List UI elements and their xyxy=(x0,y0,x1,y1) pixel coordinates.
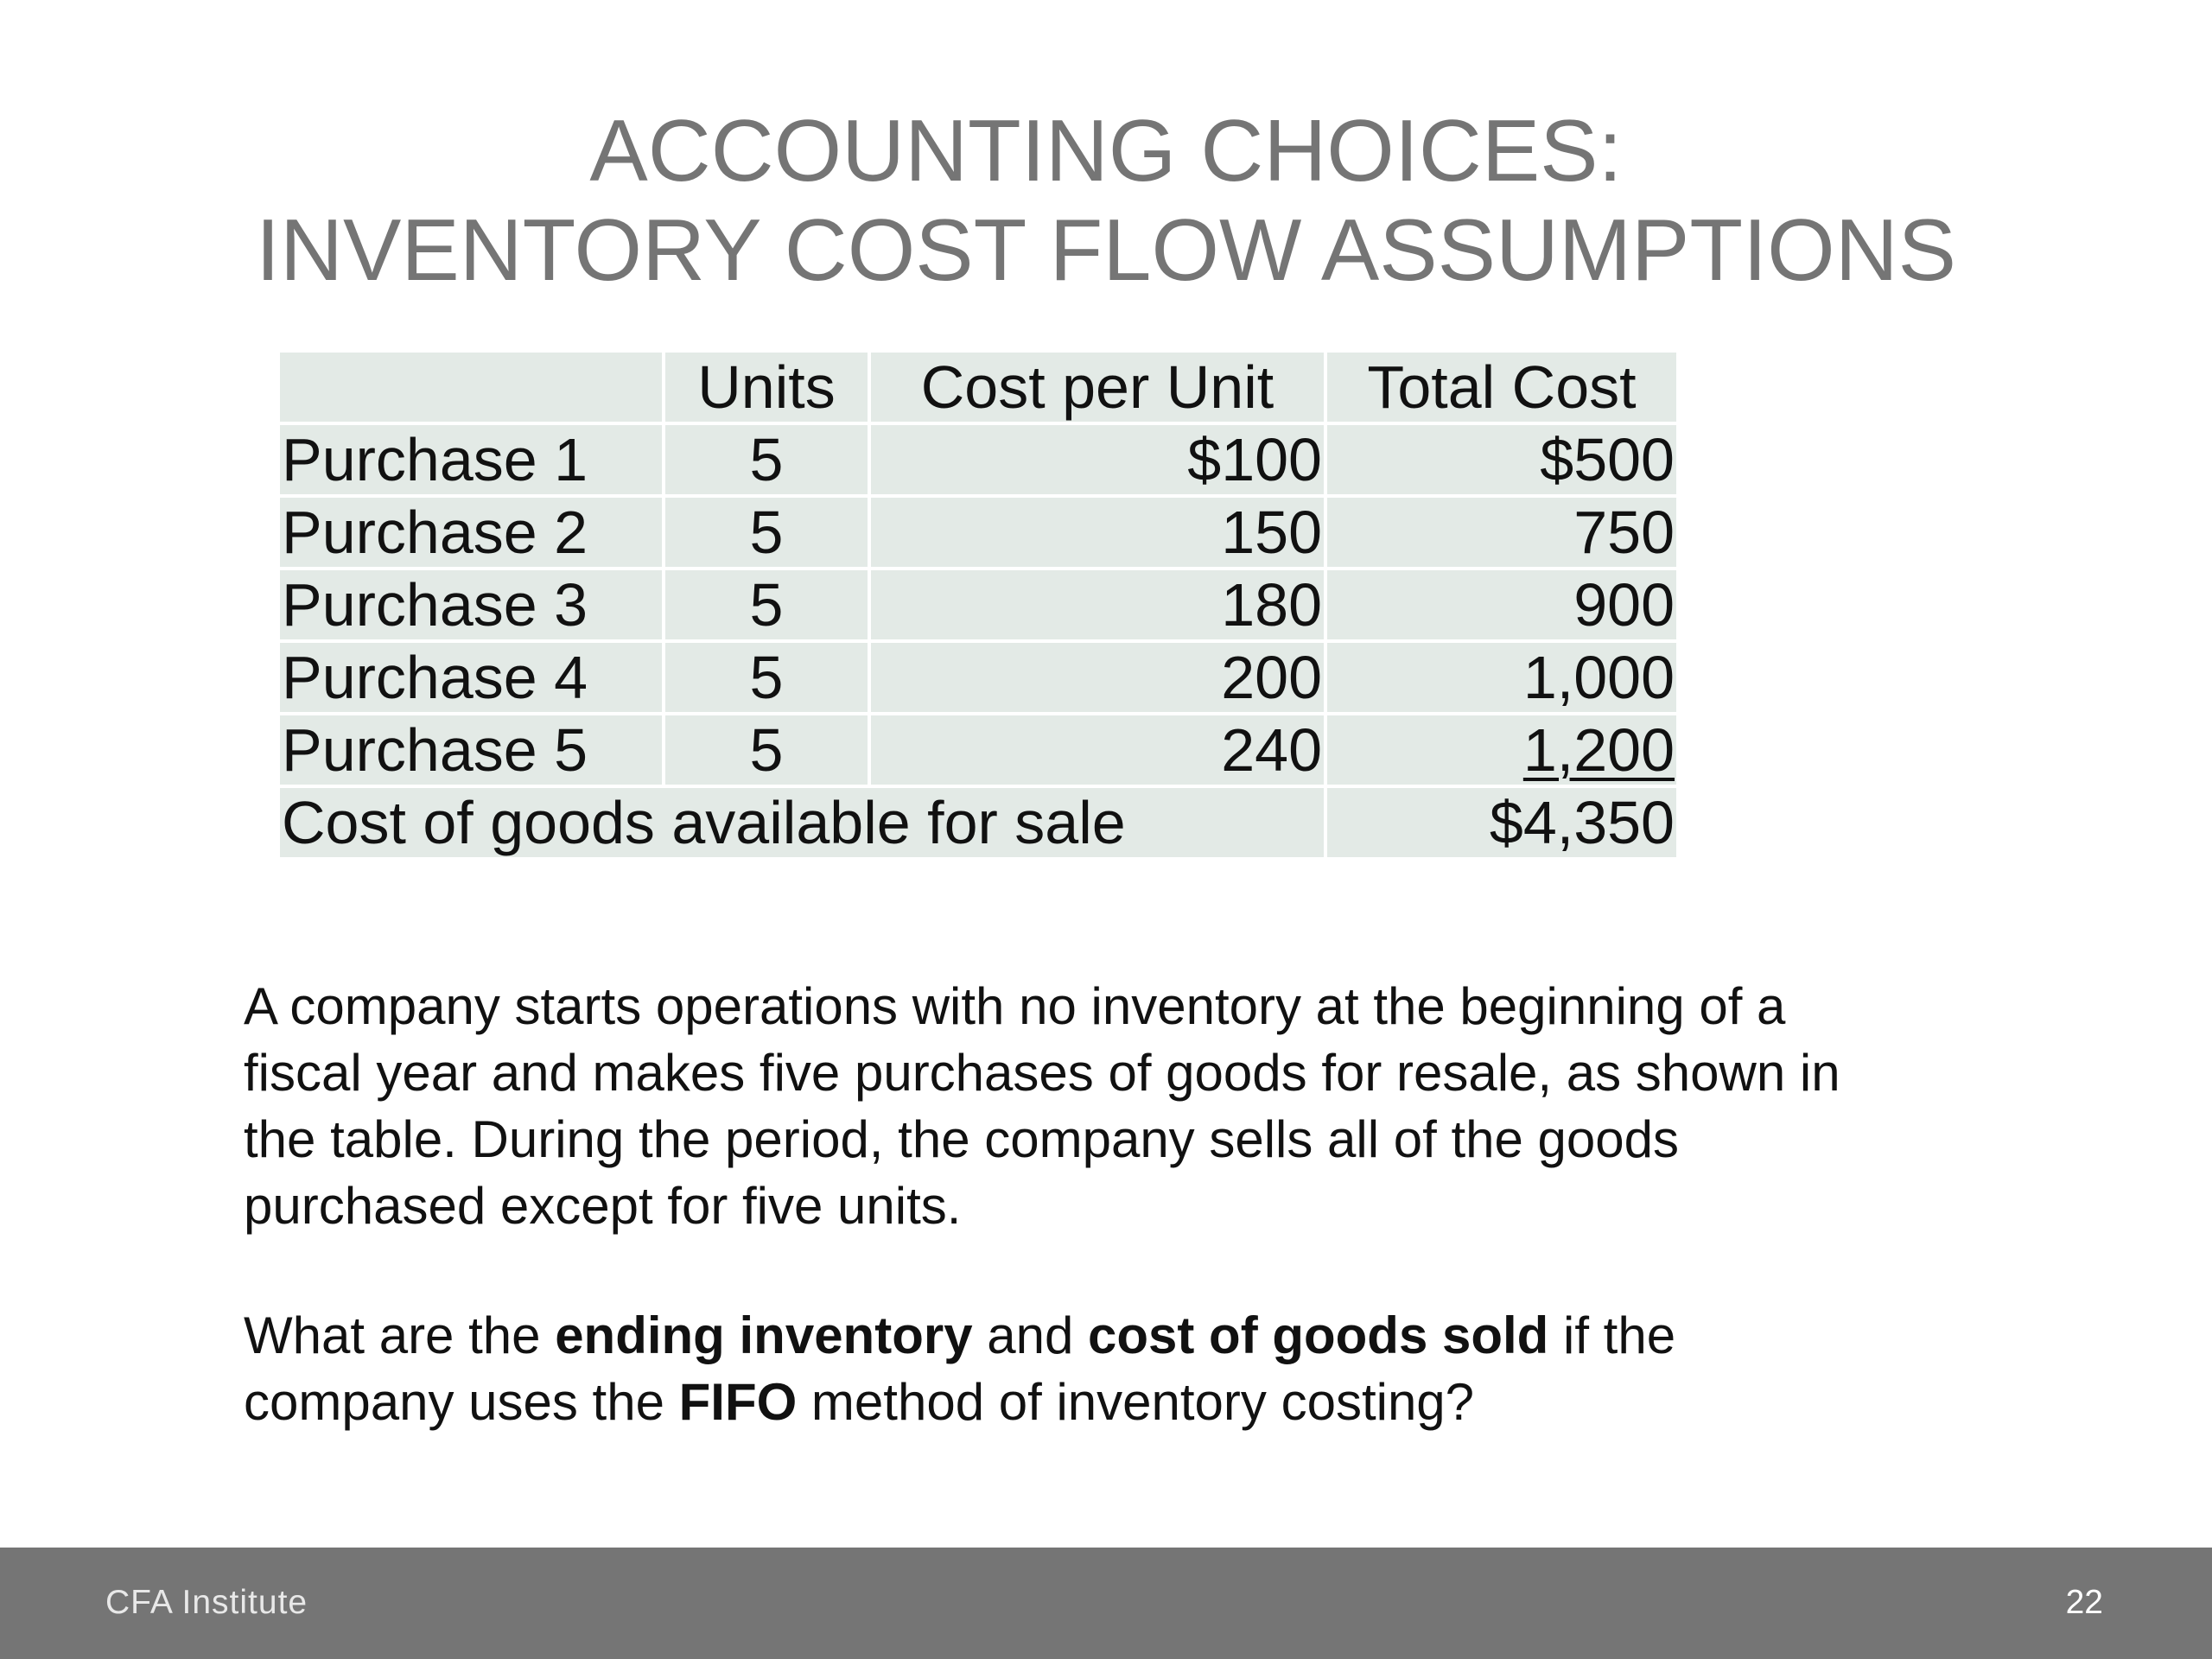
slide-title-line-1: ACCOUNTING CHOICES: xyxy=(589,103,1623,200)
header-cell-blank xyxy=(280,353,662,422)
total-row-value: $4,350 xyxy=(1327,788,1676,857)
row-units: 5 xyxy=(665,643,868,712)
row-cost-per-unit: 180 xyxy=(871,570,1324,639)
row-label: Purchase 5 xyxy=(280,715,662,785)
header-cell-total-cost: Total Cost xyxy=(1327,353,1676,422)
question-text-4: method of inventory costing? xyxy=(797,1373,1475,1431)
footer-brand: CFA Institute xyxy=(105,1584,308,1621)
slide-title-line-2: INVENTORY COST FLOW ASSUMPTIONS xyxy=(255,202,1957,299)
scenario-paragraph: A company starts operations with no inventory at the beginning of a fiscal year and makes five purchases of goods for resale, as shown in the table. During the period, the company sells all of the goods purchased except for five units. xyxy=(244,977,1840,1235)
header-cell-cost-per-unit: Cost per Unit xyxy=(871,353,1324,422)
slide-number: 22 xyxy=(2065,1584,2103,1621)
table-row xyxy=(280,570,1676,639)
header-cell-units: Units xyxy=(665,353,868,422)
row-units: 5 xyxy=(665,570,868,639)
row-total-cost: 900 xyxy=(1327,570,1676,639)
table-row xyxy=(280,498,1676,567)
row-units: 5 xyxy=(665,498,868,567)
total-row xyxy=(280,788,1676,857)
purchases-table xyxy=(276,349,1680,861)
row-label: Purchase 3 xyxy=(280,570,662,639)
table-row xyxy=(280,715,1676,785)
question-text-2: and xyxy=(972,1306,1089,1364)
row-label: Purchase 4 xyxy=(280,643,662,712)
row-cost-per-unit: 200 xyxy=(871,643,1324,712)
row-cost-per-unit: $100 xyxy=(871,425,1324,494)
row-total-cost: $500 xyxy=(1327,425,1676,494)
cogs-term: cost of goods sold xyxy=(1088,1306,1549,1364)
underlined-total: 1,200 xyxy=(1522,716,1675,784)
question-text-3: if the company uses the xyxy=(244,1306,1676,1431)
question-paragraph xyxy=(244,1302,1885,1435)
row-units: 5 xyxy=(665,715,868,785)
table-row xyxy=(280,643,1676,712)
total-row-label: Cost of goods available for sale xyxy=(280,788,1324,857)
row-units: 5 xyxy=(665,425,868,494)
table-row xyxy=(280,425,1676,494)
row-cost-per-unit: 150 xyxy=(871,498,1324,567)
row-total-cost xyxy=(1327,715,1676,785)
fifo-term: FIFO xyxy=(678,1373,798,1431)
question-text-1: What are the xyxy=(244,1306,556,1364)
table-header-row xyxy=(280,353,1676,422)
row-label: Purchase 1 xyxy=(280,425,662,494)
footer-bar xyxy=(0,1548,2212,1659)
row-total-cost: 1,000 xyxy=(1327,643,1676,712)
ending-inventory-term: ending inventory xyxy=(555,1306,973,1364)
row-label: Purchase 2 xyxy=(280,498,662,567)
row-cost-per-unit: 240 xyxy=(871,715,1324,785)
slide-title xyxy=(0,102,2212,301)
row-total-cost: 750 xyxy=(1327,498,1676,567)
